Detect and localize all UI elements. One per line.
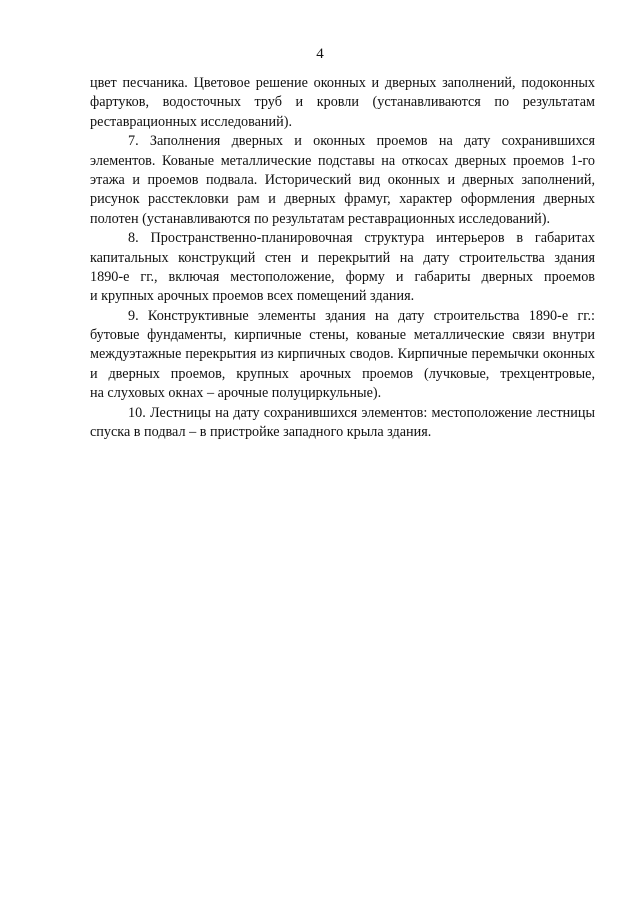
paragraph-item-10 — [90, 404, 595, 443]
text-line: 9. Конструктивные элементы здания на дату строительства 1890-е гг.: — [128, 307, 595, 324]
text-line: 10. Лестницы на дату сохранившихся элементов: местоположение лестницы — [128, 404, 595, 421]
page-number: 4 — [316, 46, 324, 62]
text-line: рисунок расстекловки рам и дверных фрамуг, характер оформления дверных — [90, 191, 595, 208]
text-line: 7. Заполнения дверных и оконных проемов на дату сохранившихся — [128, 133, 595, 150]
paragraph-item-8 — [90, 229, 595, 307]
text-line: капитальных конструкций стен и перекрытий на дату строительства здания — [90, 249, 595, 266]
text-line: спуска в подвал – в пристройке западного крыла здания. — [90, 424, 432, 441]
text-line: бутовые фундаменты, кирпичные стены, кованые металлические связи внутри — [90, 327, 595, 344]
text-line: цвет песчаника. Цветовое решение оконных и дверных заполнений, подоконных — [90, 75, 595, 91]
text-line: на слуховых окнах – арочные полуциркульные). — [90, 385, 382, 402]
text-line: и крупных арочных проемов всех помещений здания. — [90, 288, 415, 305]
text-line: этажа и проемов подвала. Исторический вид оконных и дверных заполнений, — [90, 171, 595, 188]
text-line: элементов. Кованые металлические подставы на откосах дверных проемов 1-го — [90, 152, 595, 169]
paragraph-item-7 — [90, 132, 595, 229]
text-line: 1890-е гг., включая местоположение, форму и габариты дверных проемов — [90, 268, 595, 285]
text-line: и дверных проемов, крупных арочных проемов (лучковые, трехцентровые, — [90, 365, 595, 382]
text-line: 8. Пространственно-планировочная структура интерьеров в габаритах — [128, 230, 595, 247]
paragraph-item-9 — [90, 307, 595, 404]
text-line: реставрационных исследований). — [90, 113, 292, 130]
text-line: фартуков, водосточных труб и кровли (устанавливаются по результатам — [90, 94, 595, 111]
text-line: междуэтажные перекрытия из кирпичных сводов. Кирпичные перемычки оконных — [90, 346, 595, 363]
text-line: полотен (устанавливаются по результатам реставрационных исследований). — [90, 210, 551, 227]
document-body — [90, 74, 595, 442]
paragraph-continuation — [90, 74, 595, 132]
